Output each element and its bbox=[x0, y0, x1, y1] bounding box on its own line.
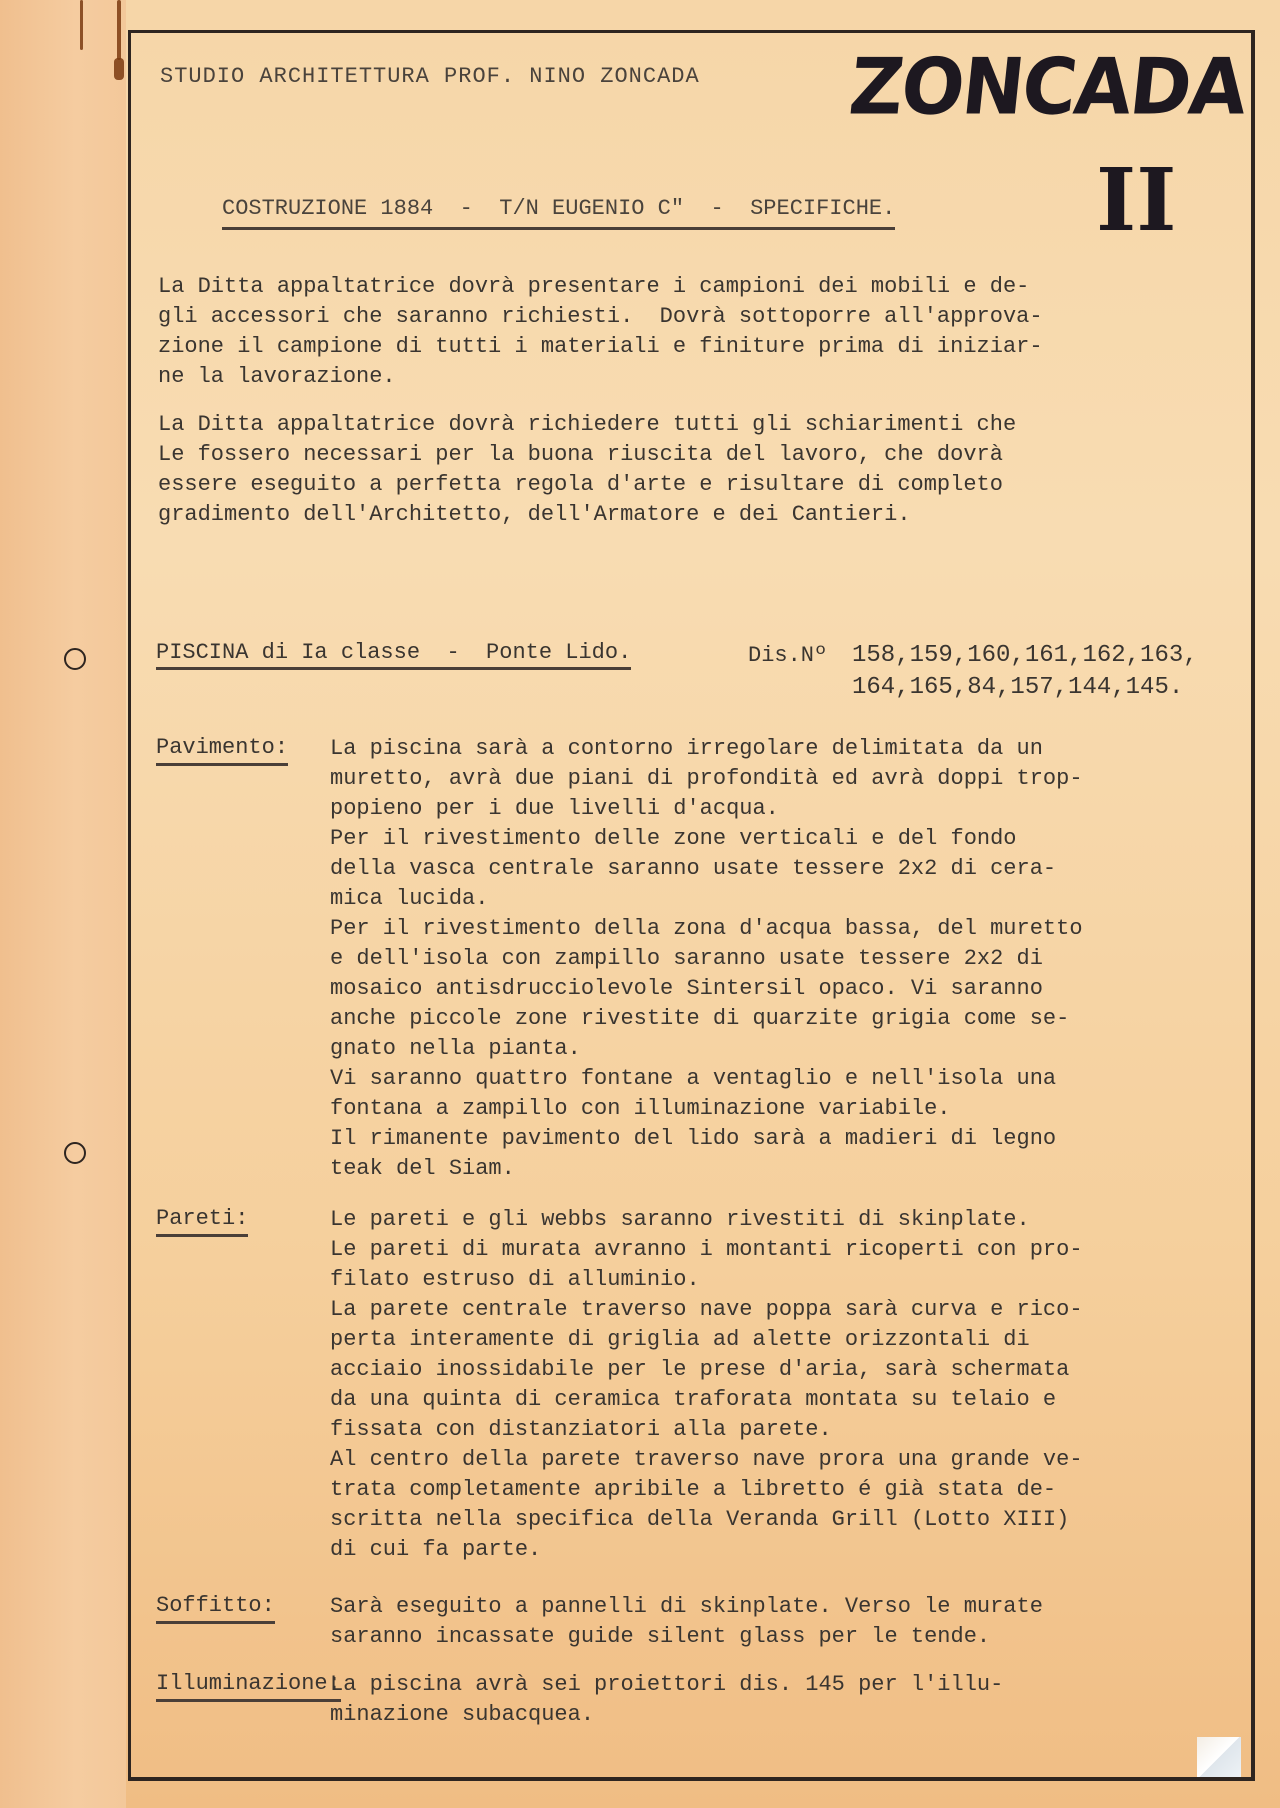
text-line: perta interamente di griglia ad alette orizzontali di bbox=[330, 1327, 1030, 1352]
section-heading: PISCINA di Ia classe - Ponte Lido. bbox=[156, 640, 631, 670]
punch-hole bbox=[64, 1142, 86, 1164]
drawings-label: Dis.Nº bbox=[748, 643, 828, 668]
text-line: Le pareti e gli webbs saranno rivestiti di skinplate. bbox=[330, 1207, 1030, 1232]
intro-paragraph-1 bbox=[158, 272, 1228, 392]
text-line: trata completamente apribile a libretto é già stata de- bbox=[330, 1477, 1057, 1502]
text-line: Le pareti di murata avranno i montanti ricoperti con pro- bbox=[330, 1237, 1083, 1262]
text-line: Al centro della parete traverso nave prora una grande ve- bbox=[330, 1447, 1083, 1472]
text-line: La Ditta appaltatrice dovrà presentare i campioni dei mobili e de- bbox=[158, 274, 1030, 299]
text-soffitto bbox=[330, 1592, 1250, 1652]
text-line: La Ditta appaltatrice dovrà richiedere tutti gli schiarimenti che bbox=[158, 412, 1017, 437]
text-line: di cui fa parte. bbox=[330, 1537, 542, 1562]
text-line: La piscina avrà sei proiettori dis. 145 per l'illu- bbox=[330, 1672, 1004, 1697]
text-line: della vasca centrale saranno usate tessere 2x2 di cera- bbox=[330, 856, 1057, 881]
text-line: Per il rivestimento della zona d'acqua bassa, del muretto bbox=[330, 916, 1083, 941]
text-line: ne la lavorazione. bbox=[158, 364, 396, 389]
text-line: La piscina sarà a contorno irregolare delimitata da un bbox=[330, 736, 1043, 761]
text-line: saranno incassate guide silent glass per le tende. bbox=[330, 1624, 991, 1649]
text-pavimento bbox=[330, 734, 1250, 1184]
text-line: Vi saranno quattro fontane a ventaglio e nell'isola una bbox=[330, 1066, 1057, 1091]
text-line: Le fossero necessari per la buona riuscita del lavoro, che dovrà bbox=[158, 442, 1003, 467]
text-line: gradimento dell'Architetto, dell'Armatore e dei Cantieri. bbox=[158, 502, 911, 527]
text-line: teak del Siam. bbox=[330, 1156, 515, 1181]
label-pavimento: Pavimento: bbox=[156, 734, 288, 766]
text-line: Per il rivestimento delle zone verticali e del fondo bbox=[330, 826, 1017, 851]
drawing-numbers-line: 164,165,84,157,144,145. bbox=[852, 674, 1184, 701]
folded-corner bbox=[1197, 1737, 1241, 1777]
rust-stain bbox=[80, 0, 83, 50]
lot-number: II bbox=[1096, 150, 1177, 251]
text-line: anche piccole zone rivestite di quarzite grigia come se- bbox=[330, 1006, 1070, 1031]
studio-name: STUDIO ARCHITETTURA PROF. NINO ZONCADA bbox=[160, 64, 700, 89]
document-title: COSTRUZIONE 1884 - T/N EUGENIO C" - SPECIFICHE. bbox=[222, 196, 895, 230]
text-pareti bbox=[330, 1205, 1250, 1565]
drawing-numbers-line: 158,159,160,161,162,163, bbox=[852, 642, 1198, 669]
text-line: filato estruso di alluminio. bbox=[330, 1267, 700, 1292]
text-line: essere eseguito a perfetta regola d'arte e risultare di completo bbox=[158, 472, 1003, 497]
rust-stain bbox=[117, 0, 121, 60]
text-line: gli accessori che saranno richiesti. Dovrà sottoporre all'approva- bbox=[158, 304, 1043, 329]
text-line: minazione subacquea. bbox=[330, 1702, 595, 1727]
text-line: mosaico antisdrucciolevole Sintersil opaco. Vi saranno bbox=[330, 976, 1043, 1001]
text-line: scritta nella specifica della Veranda Grill (Lotto XIII) bbox=[330, 1507, 1070, 1532]
label-illuminazione: Illuminazione: bbox=[156, 1670, 341, 1702]
label-soffitto: Soffitto: bbox=[156, 1592, 275, 1624]
text-line: Il rimanente pavimento del lido sarà a madieri di legno bbox=[330, 1126, 1057, 1151]
text-line: muretto, avrà due piani di profondità ed avrà doppi trop- bbox=[330, 766, 1083, 791]
text-line: La parete centrale traverso nave poppa sarà curva e rico- bbox=[330, 1297, 1083, 1322]
logo-zoncada: ZONCADA bbox=[845, 41, 1250, 133]
text-line: acciaio inossidabile per le prese d'aria, sarà schermata bbox=[330, 1357, 1070, 1382]
punch-hole bbox=[64, 648, 86, 670]
text-line: e dell'isola con zampillo saranno usate tessere 2x2 di bbox=[330, 946, 1043, 971]
label-pareti: Pareti: bbox=[156, 1205, 248, 1237]
paper-margin bbox=[0, 0, 126, 1808]
intro-paragraph-2 bbox=[158, 410, 1228, 530]
text-line: gnato nella pianta. bbox=[330, 1036, 581, 1061]
drawings-list bbox=[852, 640, 1198, 704]
rust-stain bbox=[114, 58, 124, 80]
text-line: fissata con distanziatori alla parete. bbox=[330, 1417, 832, 1442]
text-line: fontana a zampillo con illuminazione variabile. bbox=[330, 1096, 951, 1121]
text-illuminazione bbox=[330, 1670, 1250, 1730]
text-line: zione il campione di tutti i materiali e finiture prima di iniziar- bbox=[158, 334, 1043, 359]
text-line: popieno per i due livelli d'acqua. bbox=[330, 796, 779, 821]
text-line: da una quinta di ceramica traforata montata su telaio e bbox=[330, 1387, 1057, 1412]
text-line: mica lucida. bbox=[330, 886, 489, 911]
text-line: Sarà eseguito a pannelli di skinplate. Verso le murate bbox=[330, 1594, 1043, 1619]
